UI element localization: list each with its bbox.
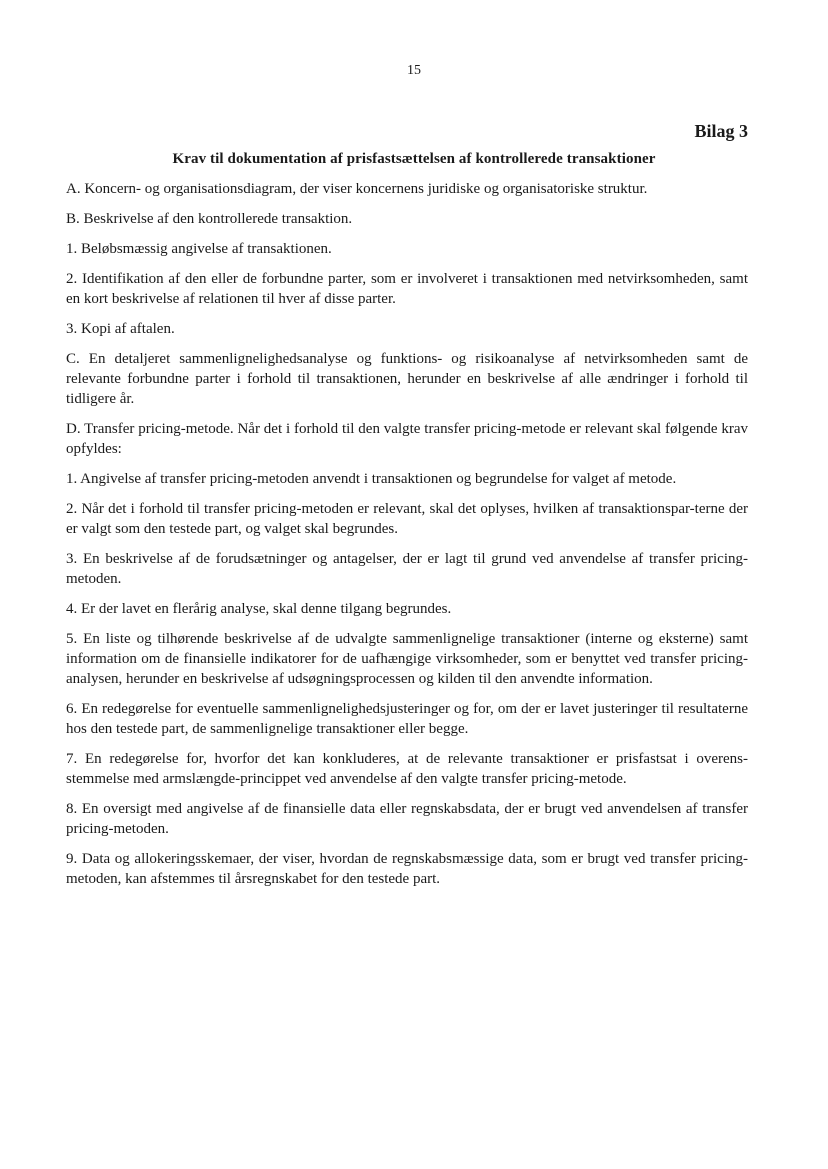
page-number: 15 xyxy=(407,63,421,78)
paragraph-b-3: 3. Kopi af aftalen. xyxy=(66,321,175,337)
paragraph-d-3: 3. En beskrivelse af de forudsætninger og antagelser, der er lagt til grund ved anvendelse af transfer pricing-metoden. xyxy=(66,551,748,587)
paragraph-b-1: 1. Beløbsmæssig angivelse af transaktionen. xyxy=(66,241,332,257)
document-body xyxy=(66,179,748,899)
paragraph-b-2: 2. Identifikation af den eller de forbundne parter, som er involveret i transaktionen med netvirksomheden, samt en kort beskrivelse af relationen til hver af disse parter. xyxy=(66,271,748,307)
paragraph-a: A. Koncern- og organisationsdiagram, der viser koncernens juridiske og organisatoriske struktur. xyxy=(66,181,648,197)
paragraph-d-2: 2. Når det i forhold til transfer pricing-metoden er relevant, skal det oplyses, hvilken af transaktionspar-terne der er valgt som den testede part, og valget skal begrundes. xyxy=(66,501,748,537)
paragraph-d-5: 5. En liste og tilhørende beskrivelse af de udvalgte sammenlignelige transaktioner (interne og eksterne) samt information om de finansielle indikatorer for de uafhængige virksomheder, som er benyttet ved transfer pricing-analysen, herunder en beskrivelse af udsøgningsprocessen og kilden til den anvendte information. xyxy=(66,631,748,687)
annex-label: Bilag 3 xyxy=(694,121,748,141)
paragraph-b: B. Beskrivelse af den kontrollerede transaktion. xyxy=(66,211,353,227)
paragraph-d-8: 8. En oversigt med angivelse af de finansielle data eller regnskabsdata, der er brugt ved anvendelsen af transfer pricing-metoden. xyxy=(66,801,748,837)
paragraph-d: D. Transfer pricing-metode. Når det i forhold til den valgte transfer pricing-metode er relevant skal følgende krav opfyldes: xyxy=(66,421,748,457)
paragraph-d-7: 7. En redegørelse for, hvorfor det kan konkluderes, at de relevante transaktioner er prisfastsat i overens-stemmelse med armslængde-princippet ved anvendelse af den valgte transfer pricing-metode. xyxy=(66,751,748,787)
paragraph-d-9: 9. Data og allokeringsskemaer, der viser, hvordan de regnskabsmæssige data, som er brugt ved transfer pricing-metoden, kan afstemmes til årsregnskabet for den testede part. xyxy=(66,851,748,887)
paragraph-d-1: 1. Angivelse af transfer pricing-metoden anvendt i transaktionen og begrundelse for valget af metode. xyxy=(66,471,677,487)
document-title: Krav til dokumentation af prisfastsættelsen af kontrollerede transaktioner xyxy=(172,151,656,167)
paragraph-d-6: 6. En redegørelse for eventuelle sammenlignelighedsjusteringer og for, om der er lavet justeringer til resultaterne hos den testede part, de sammenlignelige transaktioner eller begge. xyxy=(66,701,748,737)
paragraph-c: C. En detaljeret sammenlignelighedsanalyse og funktions- og risikoanalyse af netvirksomheden samt de relevante forbundne parter i forhold til transaktionen, herunder en beskrivelse af alle ændringer i forhold til tidligere år. xyxy=(66,351,748,407)
paragraph-d-4: 4. Er der lavet en flerårig analyse, skal denne tilgang begrundes. xyxy=(66,601,452,617)
